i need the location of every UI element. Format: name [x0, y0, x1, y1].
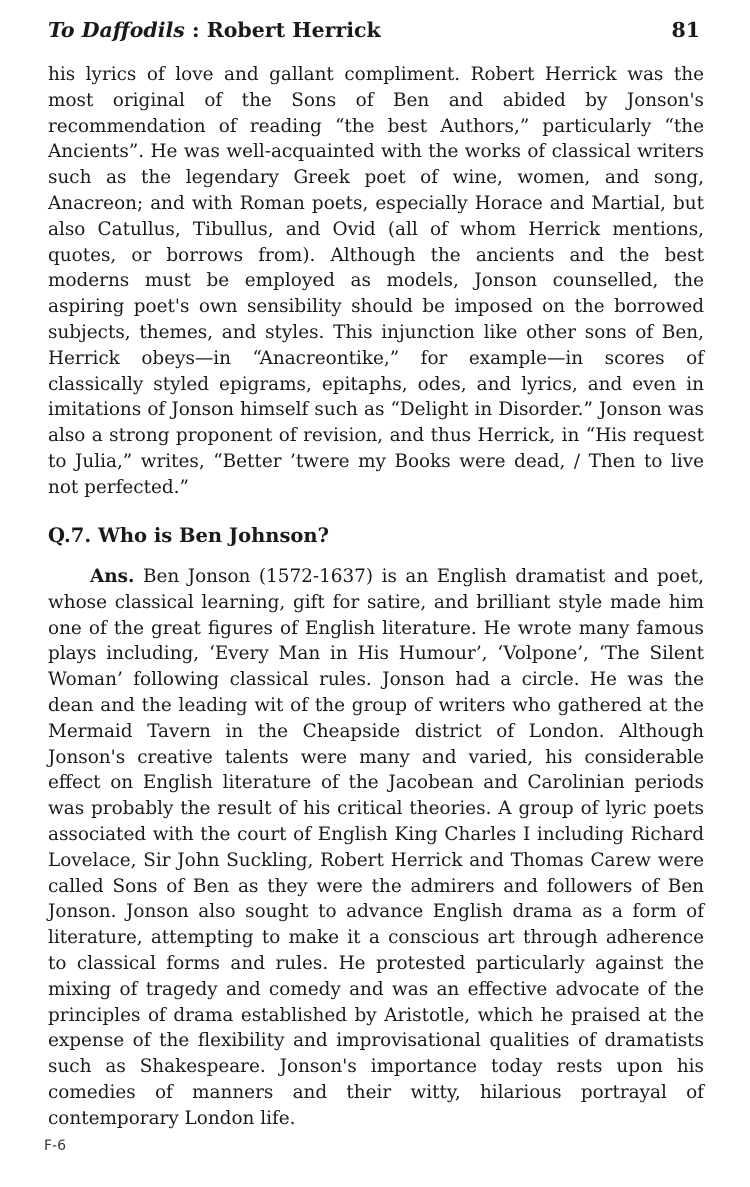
answer-label: Ans. [90, 566, 135, 587]
running-title [48, 18, 381, 42]
signature-mark: F-6 [44, 1138, 67, 1154]
page-number: 81 [671, 18, 700, 42]
question-heading: Q.7. Who is Ben Johnson? [48, 524, 330, 547]
running-head [48, 16, 706, 46]
running-title-separator: : [184, 18, 207, 42]
running-title-author: Robert Herrick [206, 18, 381, 42]
answer-paragraph [48, 564, 704, 1132]
running-title-work: To Daffodils [48, 18, 185, 42]
intro-paragraph-block [48, 62, 704, 501]
intro-paragraph: his lyrics of love and gallant compliment. Robert Herrick was the most original of the Sons of Ben and abided by Jonson's recommendation of reading “the best Authors,” particularly “the Ancients”. He was well-acquainted with the works of classical writers such as the legendary Greek poet of wine, women, and song, Anacreon; and with Roman poets, especially Horace and Martial, but also Catullus, Tibullus, and Ovid (all of whom Herrick mentions, quotes, or borrows from). Although the ancients and the best moderns must be employed as models, Jonson counselled, the aspiring poet's own sensibility should be imposed on the borrowed subjects, themes, and styles. This injunction like other sons of Ben, Herrick obeys—in “Anacreontike,” for example—in scores of classically styled epigrams, epitaphs, odes, and lyrics, and even in imitations of Jonson himself such as “Delight in Disorder.” Jonson was also a strong proponent of revision, and thus Herrick, in “His request to Julia,” writes, “Better ’twere my Books were dead, / Then to live not perfected.” [48, 64, 704, 498]
answer-text: Ben Jonson (1572-1637) is an English dramatist and poet, whose classical learning, gift for satire, and brilliant style made him one of the great figures of English literature. He wrote many famous plays including, ‘Every Man in His Humour’, ‘Volpone’, ‘The Silent Woman’ following classical rules. Jonson had a circle. He was the dean and the leading wit of the group of writers who gathered at the Mermaid Tavern in the Cheapside district of London. Although Jonson's creative talents were many and varied, his considerable effect on English literature of the Jacobean and Carolinian periods was probably the result of his critical theories. A group of lyric poets associated with the court of English King Charles I including Richard Lovelace, Sir John Suckling, Robert Herrick and Thomas Carew were called Sons of Ben as they were the admirers and followers of Ben Jonson. Jonson also sought to advance English drama as a form of literature, attempting to make it a conscious art through adherence to classical forms and rules. He protested particularly against the mixing of tragedy and comedy and was an effective advocate of the principles of drama established by Aristotle, which he praised at the expense of the flexibility and improvisational qualities of dramatists such as Shakespeare. Jonson's importance today rests upon his comedies of manners and their witty, hilarious portrayal of contemporary London life. [48, 566, 704, 1129]
